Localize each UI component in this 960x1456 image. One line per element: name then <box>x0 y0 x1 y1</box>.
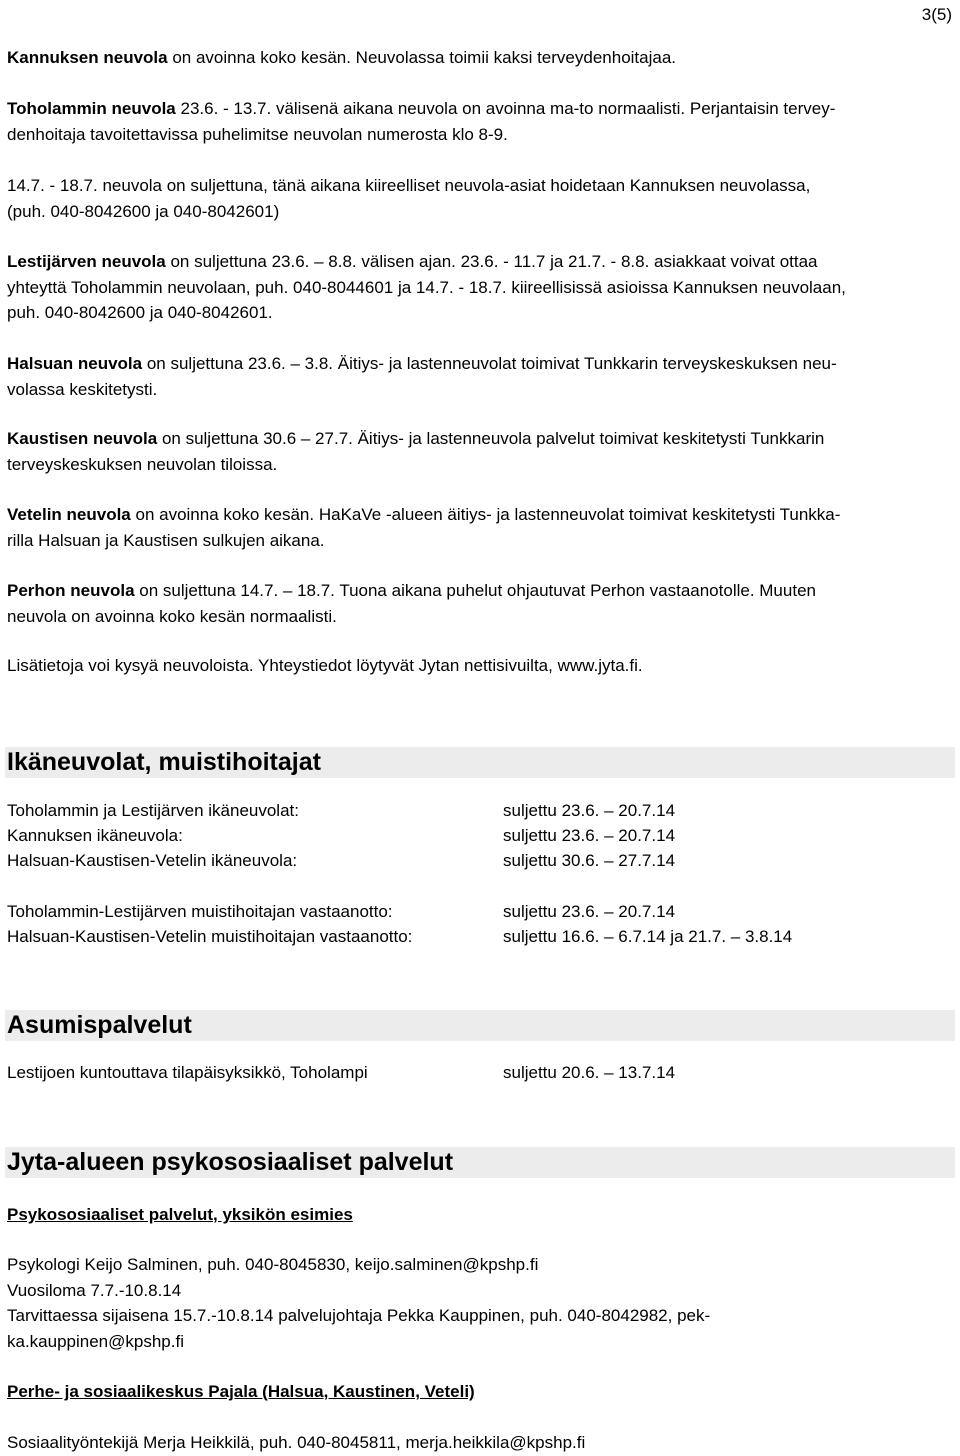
row-label: Toholammin-Lestijärven muistihoitajan vastaanotto: <box>7 902 393 921</box>
paragraph-perho <box>7 578 947 629</box>
paragraph-text: on avoinna koko kesän. HaKaVe -alueen äitiys- ja lastenneuvolat toimivat keskitetysti Tunkka- <box>130 505 841 524</box>
paragraph-text: puh. 040-8042600 ja 040-8042601. <box>7 303 273 322</box>
table-row <box>7 1060 947 1085</box>
paragraph-text: on avoinna koko kesän. Neuvolassa toimii kaksi terveydenhoitajaa. <box>167 48 677 67</box>
paragraph-title: Perhon neuvola <box>7 581 135 600</box>
contact-line: Tarvittaessa sijaisena 15.7.-10.8.14 palvelujohtaja Pekka Kauppinen, puh. 040-8042982, pek- <box>7 1306 711 1325</box>
paragraph-text: rilla Halsuan ja Kaustisen sulkujen aikana. <box>7 530 325 550</box>
paragraph-toholampi-closed <box>7 173 947 224</box>
page-number: 3(5) <box>921 5 952 24</box>
paragraph-text: on suljettuna 23.6. – 8.8. välisen ajan. 23.6. - 11.7 ja 21.7. - 8.8. asiakkaat voivat ottaa <box>165 252 818 271</box>
contact-line: Psykologi Keijo Salminen, puh. 040-8045830, keijo.salminen@kpshp.fi <box>7 1255 539 1274</box>
paragraph-text: yhteyttä Toholammin neuvolaan, puh. 040-8044601 ja 14.7. - 18.7. kiireellisissä asioissa Kannuksen neuvolaan, <box>7 277 846 297</box>
paragraph-text: (puh. 040-8042600 ja 040-8042601) <box>7 201 280 221</box>
paragraph-text: neuvola on avoinna koko kesän normaalisti. <box>7 606 337 626</box>
paragraph-title: Toholammin neuvola <box>7 99 176 118</box>
contact-block-pajala <box>7 1430 947 1456</box>
row-value: suljettu 20.6. – 13.7.14 <box>503 1063 676 1082</box>
row-value: suljettu 30.6. – 27.7.14 <box>503 851 676 870</box>
section-heading-asumispalvelut: Asumispalvelut <box>5 1010 955 1041</box>
row-value: suljettu 23.6. – 20.7.14 <box>503 902 676 921</box>
paragraph-lisatietoja <box>7 653 947 679</box>
paragraph-title: Kaustisen neuvola <box>7 429 158 448</box>
paragraph-text: Lisätietoja voi kysyä neuvoloista. Yhteystiedot löytyvät Jytan nettisivuilta, www.jyta.fi. <box>7 656 643 675</box>
contact-line: ka.kauppinen@kpshp.fi <box>7 1331 184 1351</box>
table-row <box>7 798 947 823</box>
paragraph-text: 14.7. - 18.7. neuvola on suljettuna, tänä aikana kiireelliset neuvola-asiat hoidetaan Kannuksen neuvolassa, <box>7 176 811 195</box>
paragraph-lestijarvi <box>7 249 947 326</box>
table-row <box>7 823 947 848</box>
row-value: suljettu 16.6. – 6.7.14 ja 21.7. – 3.8.14 <box>503 927 793 946</box>
row-value: suljettu 23.6. – 20.7.14 <box>503 801 676 820</box>
row-label: Toholammin ja Lestijärven ikäneuvolat: <box>7 801 299 820</box>
paragraph-kannus <box>7 45 947 71</box>
row-label: Lestijoen kuntouttava tilapäisyksikkö, Toholampi <box>7 1063 368 1082</box>
row-label: Halsuan-Kaustisen-Vetelin muistihoitajan vastaanotto: <box>7 927 413 946</box>
paragraph-title: Vetelin neuvola <box>7 505 131 524</box>
subheading-esimies <box>7 1202 947 1228</box>
paragraph-text: denhoitaja tavoitettavissa puhelimitse neuvolan numerosta klo 8-9. <box>7 124 508 144</box>
contact-block-esimies <box>7 1252 947 1354</box>
subheading-text: Perhe- ja sosiaalikeskus Pajala (Halsua, Kaustinen, Veteli) <box>7 1382 475 1401</box>
table-row <box>7 924 947 949</box>
paragraph-halsua <box>7 351 947 402</box>
subheading-text: Psykososiaaliset palvelut, yksikön esimies <box>7 1205 353 1224</box>
paragraph-title: Kannuksen neuvola <box>7 48 168 67</box>
row-label: Halsuan-Kaustisen-Vetelin ikäneuvola: <box>7 851 298 870</box>
row-label: Kannuksen ikäneuvola: <box>7 826 183 845</box>
paragraph-text: 23.6. - 13.7. välisenä aikana neuvola on avoinna ma-to normaalisti. Perjantaisin tervey- <box>175 99 836 118</box>
paragraph-veteli <box>7 502 947 553</box>
paragraph-text: on suljettuna 14.7. – 18.7. Tuona aikana puhelut ohjautuvat Perhon vastaanotolle. Muuten <box>134 581 816 600</box>
paragraph-kaustinen <box>7 426 947 477</box>
paragraph-title: Lestijärven neuvola <box>7 252 166 271</box>
contact-line: Sosiaalityöntekijä Merja Heikkilä, puh. 040-8045811, merja.heikkila@kpshp.fi <box>7 1433 586 1452</box>
row-value: suljettu 23.6. – 20.7.14 <box>503 826 676 845</box>
section-heading-ikaneuvolat: Ikäneuvolat, muistihoitajat <box>5 747 955 778</box>
paragraph-title: Halsuan neuvola <box>7 354 143 373</box>
subheading-pajala <box>7 1379 947 1405</box>
table-row <box>7 899 947 924</box>
paragraph-toholampi <box>7 96 947 147</box>
paragraph-text: on suljettuna 30.6 – 27.7. Äitiys- ja lastenneuvola palvelut toimivat keskitetysti Tunkkarin <box>157 429 825 448</box>
paragraph-text: terveyskeskuksen neuvolan tiloissa. <box>7 454 278 474</box>
paragraph-text: on suljettuna 23.6. – 3.8. Äitiys- ja lastenneuvolat toimivat Tunkkarin terveyskeskuksen neu- <box>142 354 837 373</box>
table-row <box>7 848 947 873</box>
section-heading-psykososiaaliset: Jyta-alueen psykososiaaliset palvelut <box>5 1147 955 1178</box>
contact-line: Vuosiloma 7.7.-10.8.14 <box>7 1280 182 1300</box>
paragraph-text: volassa keskitetysti. <box>7 379 158 399</box>
